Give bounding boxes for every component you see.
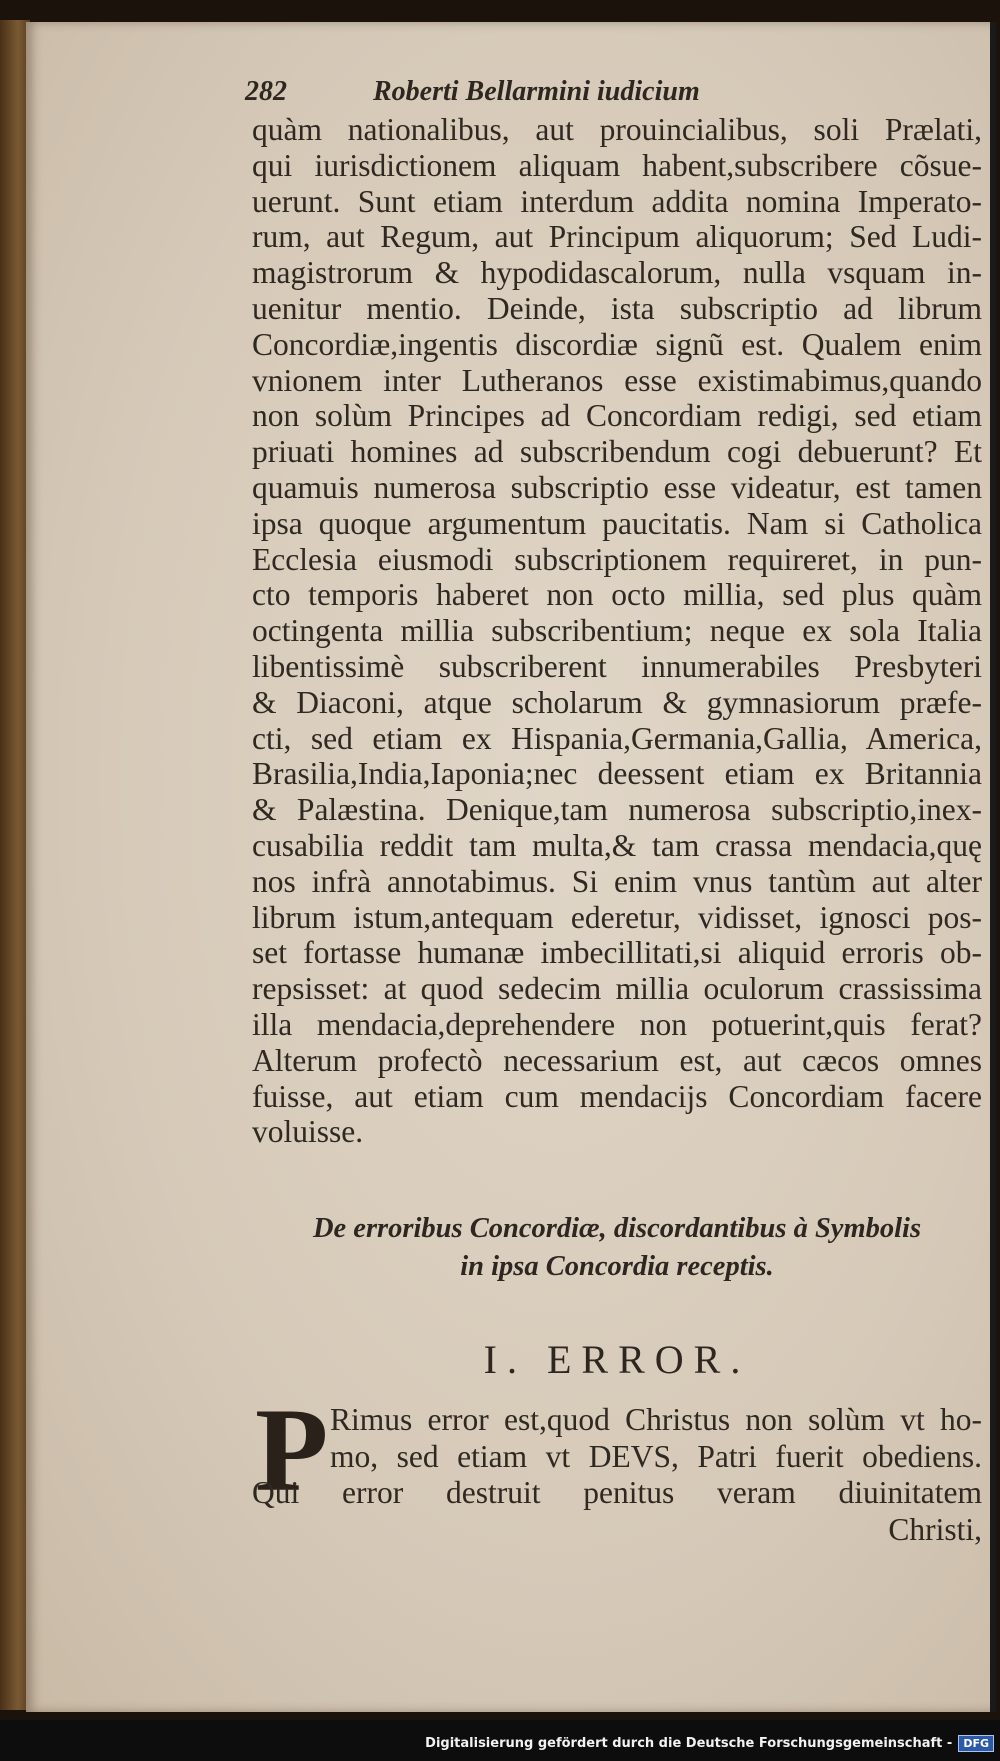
dfg-logo: DFG (958, 1735, 994, 1752)
text-line: non solùm Principes ad Concordiam redigi, sed etiam (252, 398, 982, 434)
running-title: Roberti Bellarmini iudicium (373, 76, 700, 107)
text-line: octingenta millia subscribentium; neque ex sola Italia (252, 613, 982, 649)
text-line: priuati homines ad subscribendum cogi debuerunt? Et (252, 434, 982, 470)
text-line: mo, sed etiam vt DEVS, Patri fuerit obediens. (330, 1438, 982, 1474)
text-line: Concordiæ,ingentis discordiæ signũ est. Qualem enim (252, 326, 982, 362)
text-line: repsisset: at quod sedecim millia oculorum crassissima (252, 971, 982, 1007)
page-header (245, 62, 805, 112)
text-line: Qui error destruit penitus veram diuinitatem (252, 1475, 982, 1510)
page-edge (990, 22, 996, 1712)
digitization-footer (425, 1729, 994, 1757)
text-line: & Diaconi, atque scholarum & gymnasiorum præfe- (252, 684, 982, 720)
text-line: Ecclesia eiusmodi subscriptionem requireret, in pun- (252, 541, 982, 577)
error-title: I. ERROR. (483, 1337, 751, 1382)
text-line: libentissimè subscriberent innumerabiles Presbyteri (252, 648, 982, 684)
page-number: 282 (245, 76, 287, 107)
section-heading (252, 1210, 982, 1286)
text-line: quàm nationalibus, aut prouincialibus, soli Prælati, (252, 112, 982, 147)
drop-cap: P (255, 1383, 329, 1516)
text-line: nos infrà annotabimus. Si enim vnus tantùm aut alter (252, 863, 982, 899)
text-line: uerunt. Sunt etiam interdum addita nomina Imperato- (252, 183, 982, 219)
text-line: rum, aut Regum, aut Principum aliquorum; Sed Ludi- (252, 219, 982, 255)
text-line: cti, sed etiam ex Hispania,Germania,Gallia, America, (252, 720, 982, 756)
text-line: Brasilia,India,Iaponia;nec deessent etiam ex Britannia (252, 756, 982, 792)
text-line: qui iurisdictionem aliquam habent,subscribere cõsue- (252, 147, 982, 183)
text-line: set fortasse humanæ imbecillitati,si aliquid erroris ob- (252, 935, 982, 971)
text-line: magistrorum & hypodidascalorum, nulla vsquam in- (252, 255, 982, 291)
text-line: Rimus error est,quod Christus non solùm vt ho- (330, 1402, 982, 1437)
text-line: cusabilia reddit tam multa,& tam crassa mendacia,quę (252, 827, 982, 863)
text-line: uenitur mentio. Deinde, ista subscriptio ad librum (252, 290, 982, 326)
text-line: fuisse, aut etiam cum mendacijs Concordiam facere (252, 1078, 982, 1114)
footer-text: Digitalisierung gefördert durch die Deutsche Forschungsgemeinschaft - (425, 1735, 953, 1751)
text-line: illa mendacia,deprehendere non potuerint,quis ferat? (252, 1006, 982, 1042)
text-line: ipsa quoque argumentum paucitatis. Nam si Catholica (252, 505, 982, 541)
text-line: voluisse. (252, 1114, 364, 1150)
text-line: librum istum,antequam ederetur, vidisset, ignosci pos- (252, 899, 982, 935)
section-heading-line: in ipsa Concordia receptis. (460, 1251, 774, 1282)
error-body (252, 1402, 982, 1548)
text-line: vnionem inter Lutheranos esse existimabimus,quando (252, 362, 982, 398)
catchword: Christi, (888, 1511, 982, 1547)
text-line: Alterum profectò necessarium est, aut cæcos omnes (252, 1042, 982, 1078)
section-heading-line: De erroribus Concordiæ, discordantibus à Symbolis (312, 1213, 922, 1244)
text-line: cto temporis haberet non octo millia, sed plus quàm (252, 577, 982, 613)
text-line: quamuis numerosa subscriptio esse videatur, est tamen (252, 469, 982, 505)
body-text (252, 112, 982, 1150)
text-line: & Palæstina. Denique,tam numerosa subscriptio,inex- (252, 792, 982, 828)
